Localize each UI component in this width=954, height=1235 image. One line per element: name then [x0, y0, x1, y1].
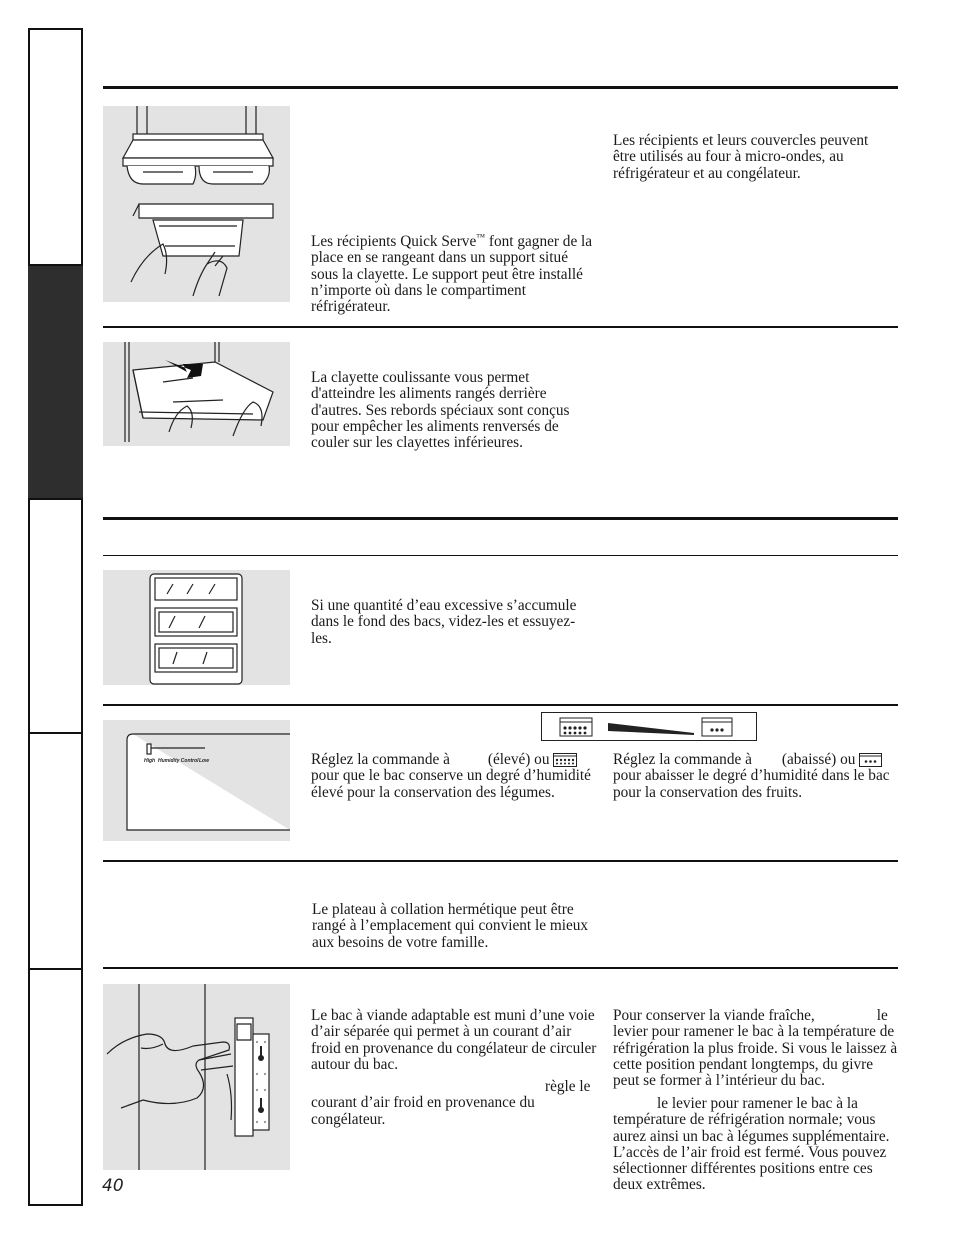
- humidity-low-text-b: (abaissé) ou: [781, 751, 856, 768]
- humidity-high-instructions: [311, 752, 601, 801]
- humidity-low-instructions: [613, 752, 898, 801]
- section-rule: [103, 86, 898, 89]
- meat-pan-airflow-b: courant d’air froid en provenance du congélateur.: [311, 1094, 535, 1128]
- crisper-drawers-illustration: [103, 570, 290, 685]
- humidity-control-label: Humidity Control: [158, 758, 199, 764]
- section-rule: [103, 517, 898, 520]
- tab-divider: [28, 732, 83, 734]
- humidity-high-text-c: pour que le bac conserve un degré d’humidité élevé pour la conservation des légumes.: [311, 767, 591, 801]
- humidity-high-text-b: (élevé) ou: [487, 751, 550, 768]
- meat-pan-lever-illustration: [103, 984, 290, 1170]
- section-rule: [103, 860, 898, 862]
- humidity-low-text-c: pour abaisser le degré d’humidité dans le bac pour la conservation des fruits.: [613, 767, 890, 801]
- meat-pan-normal-a: le levier pour ramener le bac à la: [657, 1095, 858, 1112]
- sliding-shelf-illustration: [103, 342, 290, 446]
- sliding-shelf-description: La clayette coulissante vous permet d'atteindre les aliments rangés derrière d'autres. Ses rebords spéciaux sont conçus pour empêcher les aliments renversés de couler sur les clayettes inférieures.: [311, 369, 570, 452]
- humidity-high-label: High: [144, 758, 156, 764]
- snack-pan-description: Le plateau à collation hermétique peut être rangé à l’emplacement qui convient le mieux aux besoins de votre famille.: [312, 901, 589, 951]
- section-rule: [103, 326, 898, 328]
- meat-pan-airflow: [311, 1079, 601, 1128]
- tab-divider: [28, 498, 83, 500]
- trademark-symbol: ™: [476, 232, 486, 242]
- section-rule: [103, 555, 898, 556]
- page-number: 40: [102, 1176, 124, 1196]
- meat-pan-cold-c: levier pour ramener le bac à la température de réfrigération la plus froide. Si vous le laissez à cette position pendant longtemps, du givre peut se former à l’intérieur du bac.: [613, 1023, 898, 1090]
- meat-pan-cold-a: Pour conserver la viande fraîche,: [613, 1007, 815, 1024]
- meat-pan-description: Le bac à viande adaptable est muni d’une voie d’air séparée qui permet à un courant d’air froid en provenance du congélateur de circuler autour du bac.: [311, 1007, 597, 1073]
- humidity-low-label: Low: [199, 758, 209, 764]
- meat-pan-normal-setting: [613, 1096, 898, 1194]
- quick-serve-note: Les récipients et leurs couvercles peuvent être utilisés au four à micro-ondes, au réfrigérateur et au congélateur.: [613, 132, 869, 182]
- high-humidity-icon: [553, 753, 577, 767]
- quick-serve-description: [311, 229, 596, 316]
- tab-divider: [28, 968, 83, 970]
- drawers-cleaning-note: Si une quantité d’eau excessive s’accumule dans le fond des bacs, videz-les et essuyez-les.: [311, 597, 577, 647]
- humidity-control-illustration: [103, 720, 290, 841]
- section-rule: [103, 967, 898, 969]
- quick-serve-illustration: [103, 106, 290, 302]
- humidity-low-text-a: Réglez la commande à: [613, 751, 752, 768]
- meat-pan-normal-b: température de réfrigération normale; vous aurez ainsi un bac à légumes supplémentaire. L’accès de l’air froid est fermé. Vous pouvez sélectionner différentes positions entre ces deux extrêmes.: [613, 1111, 890, 1194]
- humidity-high-text-a: Réglez la commande à: [311, 751, 450, 768]
- tab-divider: [28, 264, 83, 266]
- humidity-scale-diagram: [541, 712, 757, 741]
- meat-pan-cold-b: le: [876, 1007, 888, 1024]
- section-tabs: [28, 28, 83, 1206]
- meat-pan-cold-setting: [613, 1008, 898, 1089]
- quick-serve-text-end: font gagner de la place en se rangeant dans un support situé sous la clayette. Le support peut être installé n’importe où dans le compartiment réfrigérateur.: [311, 233, 593, 316]
- section-rule: [103, 704, 898, 706]
- low-humidity-icon: [859, 753, 882, 767]
- quick-serve-text-start: Les récipients Quick Serve: [311, 233, 477, 251]
- meat-pan-airflow-a: règle le: [545, 1078, 591, 1095]
- active-section-tab: [28, 264, 83, 500]
